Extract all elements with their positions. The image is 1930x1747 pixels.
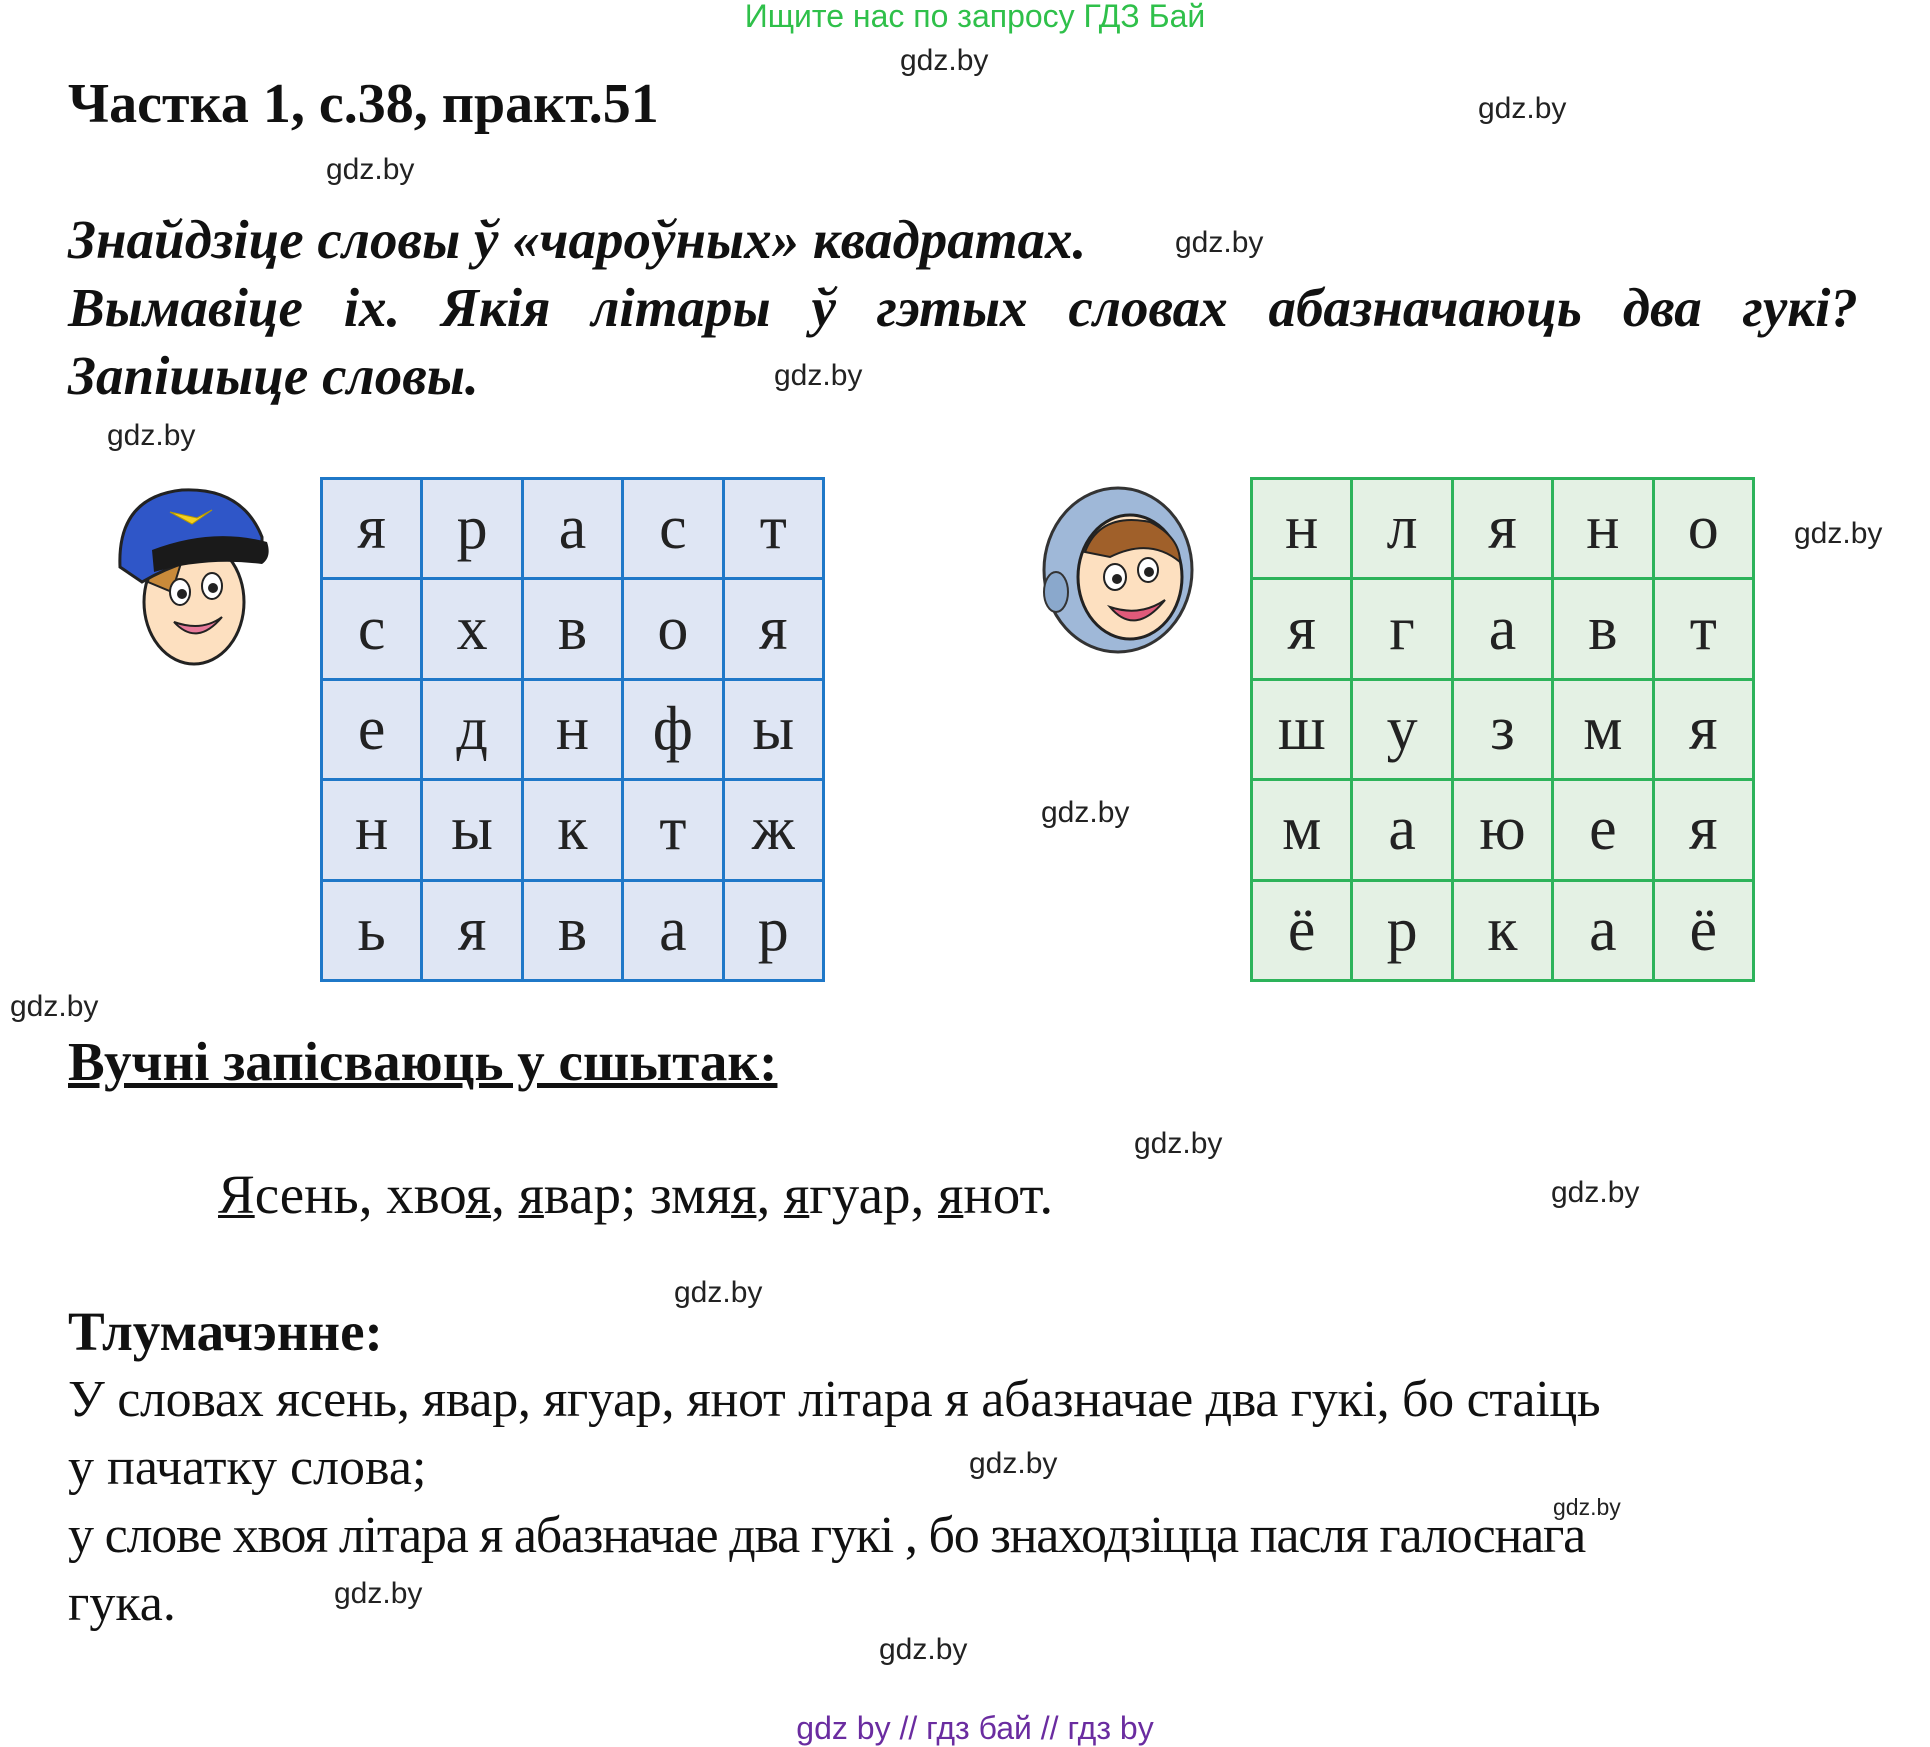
grid-cell: ь <box>323 882 420 979</box>
grid-cell: а <box>524 480 621 577</box>
watermark: gdz.by <box>1794 517 1883 550</box>
watermark: gdz.by <box>900 44 989 77</box>
grid-cell: с <box>624 480 721 577</box>
word: словах <box>1068 277 1228 338</box>
underlined-letter: я <box>518 1164 544 1225</box>
instruction-line-1: Знайдзіце словы ў «чароўных» квадратах. <box>68 209 1087 270</box>
watermark: gdz.by <box>1041 796 1130 829</box>
grid-cell: я <box>1655 681 1752 778</box>
grid-cell: ю <box>1454 781 1551 878</box>
watermark: gdz.by <box>334 1577 423 1610</box>
grid-cell: у <box>1353 681 1450 778</box>
word: Вымавіце <box>68 277 303 338</box>
grid-cell: я <box>1454 480 1551 577</box>
magic-square-blue <box>320 477 825 982</box>
grid-cell: ё <box>1655 882 1752 979</box>
watermark: gdz.by <box>1134 1127 1223 1160</box>
grid-cell: р <box>725 882 822 979</box>
astronaut-boy-illustration <box>1040 482 1200 662</box>
watermark: gdz.by <box>10 990 99 1023</box>
search-banner: Ищите нас по запросу ГДЗ Бай <box>744 0 1206 34</box>
explanation-line-3: у слове хвоя літара я абазначае два гукі , бо знаходзіцца пасля галоснага <box>68 1507 1586 1564</box>
grid-cell: в <box>524 882 621 979</box>
grid-cell: ж <box>725 781 822 878</box>
grid-cell: х <box>423 580 520 677</box>
grid-cell: ы <box>725 681 822 778</box>
grid-cell: е <box>323 681 420 778</box>
explanation-line-2: у пачатку слова; <box>68 1439 427 1496</box>
watermark: gdz.by <box>1175 226 1264 259</box>
word: іх. <box>343 277 401 338</box>
watermark: gdz.by <box>969 1447 1058 1480</box>
explanation-line-1: У словах ясень, явар, ягуар, янот літара я абазначае два гукі, бо стаіць <box>68 1371 1601 1428</box>
answer-text: вар; змя <box>543 1164 732 1225</box>
word: ў <box>811 277 836 338</box>
grid-cell: н <box>1554 480 1651 577</box>
grid-cell: е <box>1554 781 1651 878</box>
instruction-line-2 <box>68 276 1858 339</box>
pilot-boy-illustration <box>112 482 272 672</box>
grid-cell: т <box>725 480 822 577</box>
grid-cell: о <box>1655 480 1752 577</box>
explanation-heading: Тлумачэнне: <box>68 1301 383 1362</box>
answer-text: , <box>756 1164 784 1225</box>
magic-square-green <box>1250 477 1755 982</box>
grid-cell: ы <box>423 781 520 878</box>
grid-cell: в <box>524 580 621 677</box>
answer-text: нот. <box>963 1164 1054 1225</box>
grid-cell: т <box>624 781 721 878</box>
word: гэтых <box>876 277 1028 338</box>
grid-cell: в <box>1554 580 1651 677</box>
grid-cell: н <box>1253 480 1350 577</box>
word: два <box>1622 277 1702 338</box>
grid-cell: ф <box>624 681 721 778</box>
grid-cell: д <box>423 681 520 778</box>
grid-cell: я <box>1253 580 1350 677</box>
grid-cell: л <box>1353 480 1450 577</box>
word: Якія <box>441 277 551 338</box>
word: абазначаюць <box>1268 277 1582 338</box>
grid-cell: к <box>524 781 621 878</box>
underlined-letter: Я <box>218 1164 255 1225</box>
grid-cell: о <box>624 580 721 677</box>
word: гукі? <box>1742 277 1858 338</box>
grid-cell: я <box>323 480 420 577</box>
grid-cell: я <box>423 882 520 979</box>
grid-cell: р <box>423 480 520 577</box>
grid-cell: я <box>1655 781 1752 878</box>
grid-cell: с <box>323 580 420 677</box>
grid-cell: м <box>1554 681 1651 778</box>
watermark: gdz.by <box>879 1633 968 1666</box>
grid-cell: к <box>1454 882 1551 979</box>
answer-text: гуар, <box>809 1164 938 1225</box>
watermark: gdz.by <box>326 153 415 186</box>
grid-cell: а <box>1454 580 1551 677</box>
answer-heading: Вучні запісваюць у сшытак: <box>68 1031 778 1092</box>
grid-cell: н <box>524 681 621 778</box>
grid-cell: т <box>1655 580 1752 677</box>
watermark: gdz.by <box>774 359 863 392</box>
watermark: gdz.by <box>674 1276 763 1309</box>
watermark: gdz.by <box>107 419 196 452</box>
underlined-letter: я <box>938 1164 964 1225</box>
footer-links: gdz by // гдз бай // гдз by <box>796 1710 1154 1746</box>
grid-cell: я <box>725 580 822 677</box>
grid-cell: а <box>624 882 721 979</box>
grid-cell: а <box>1353 781 1450 878</box>
answer-line <box>218 1163 1053 1226</box>
page-title: Частка 1, с.38, практ.51 <box>68 73 659 135</box>
answer-text: , <box>491 1164 519 1225</box>
instruction-line-3: Запішыце словы. <box>68 345 479 406</box>
grid-cell: з <box>1454 681 1551 778</box>
grid-cell: а <box>1554 882 1651 979</box>
grid-cell: н <box>323 781 420 878</box>
grid-cell: м <box>1253 781 1350 878</box>
answer-text: сень, хво <box>254 1164 466 1225</box>
watermark: gdz.by <box>1478 92 1567 125</box>
grid-cell: ш <box>1253 681 1350 778</box>
word: літары <box>591 277 771 338</box>
underlined-letter: я <box>465 1164 492 1225</box>
grid-cell: р <box>1353 882 1450 979</box>
explanation-line-4: гука. <box>68 1575 176 1632</box>
underlined-letter: я <box>783 1164 810 1225</box>
grid-cell: г <box>1353 580 1450 677</box>
underlined-letter: я <box>731 1164 757 1225</box>
watermark: gdz.by <box>1553 1494 1621 1520</box>
grid-cell: ё <box>1253 882 1350 979</box>
watermark: gdz.by <box>1551 1176 1640 1209</box>
